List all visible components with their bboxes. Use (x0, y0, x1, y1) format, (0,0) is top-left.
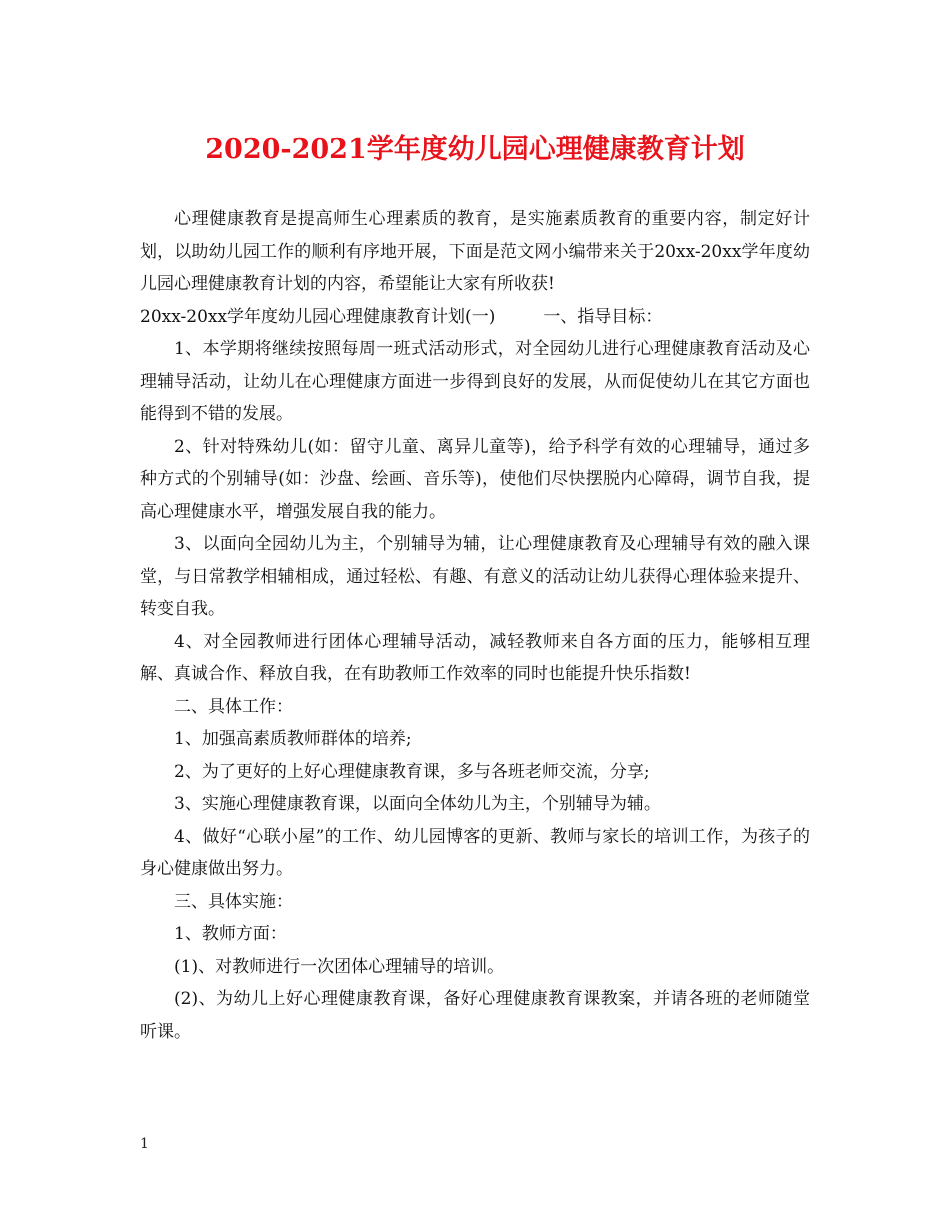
intro-paragraph: 心理健康教育是提高师生心理素质的教育，是实施素质教育的重要内容，制定好计划，以助幼儿园工作的顺利有序地开展，下面是范文网小编带来关于20xx-20xx学年度幼儿园心理健康教育计划的内容，希望能让大家有所收获! (140, 209, 810, 294)
work-item-3: 3、实施心理健康教育课，以面向全体幼儿为主，个别辅导为辅。 (174, 794, 661, 814)
implementation-item-3: (2)、为幼儿上好心理健康教育课，备好心理健康教育课教案，并请各班的老师随堂听课。 (140, 989, 810, 1042)
plan-subtitle: 20xx-20xx学年度幼儿园心理健康教育计划(一) (140, 306, 496, 327)
goal-item-4: 4、对全园教师进行团体心理辅导活动，减轻教师来自各方面的压力，能够相互理解、真诚合作、释放自我，在有助教师工作效率的同时也能提升快乐指数! (140, 631, 810, 684)
document-body (140, 203, 810, 1048)
plan-subtitle-line (140, 301, 810, 334)
implementation-item-1: 1、教师方面： (174, 924, 287, 944)
section-heading-work: 二、具体工作： (174, 696, 293, 717)
work-item-2: 2、为了更好的上好心理健康教育课，多与各班老师交流，分享; (174, 761, 650, 782)
page-number: 1 (140, 1136, 149, 1152)
goal-item-2: 2、针对特殊幼儿(如：留守儿童、离异儿童等)，给予科学有效的心理辅导，通过多种方式的个别辅导(如：沙盘、绘画、音乐等)，使他们尽快摆脱内心障碍，调节自我，提高心理健康水平，增强发展自我的能力。 (140, 436, 810, 522)
work-item-4: 4、做好“心联小屋”的工作、幼儿园博客的更新、教师与家长的培训工作，为孩子的身心健康做出努力。 (140, 826, 810, 879)
work-item-1: 1、加强高素质教师群体的培养; (174, 729, 412, 749)
goal-item-3: 3、以面向全园幼儿为主，个别辅导为辅，让心理健康教育及心理辅导有效的融入课堂，与日常教学相辅相成，通过轻松、有趣、有意义的活动让幼儿获得心理体验来提升、转变自我。 (140, 534, 810, 619)
section-heading-guidance: 一、指导目标： (543, 306, 663, 327)
implementation-item-2: (1)、对教师进行一次团体心理辅导的培训。 (174, 956, 505, 977)
section-heading-implementation: 三、具体实施： (174, 891, 293, 912)
goal-item-1: 1、本学期将继续按照每周一班式活动形式，对全园幼儿进行心理健康教育活动及心理辅导活动，让幼儿在心理健康方面进一步得到良好的发展，从而促使幼儿在其它方面也能得到不错的发展。 (140, 339, 810, 424)
document-title: 2020-2021学年度幼儿园心理健康教育计划 (205, 134, 745, 165)
